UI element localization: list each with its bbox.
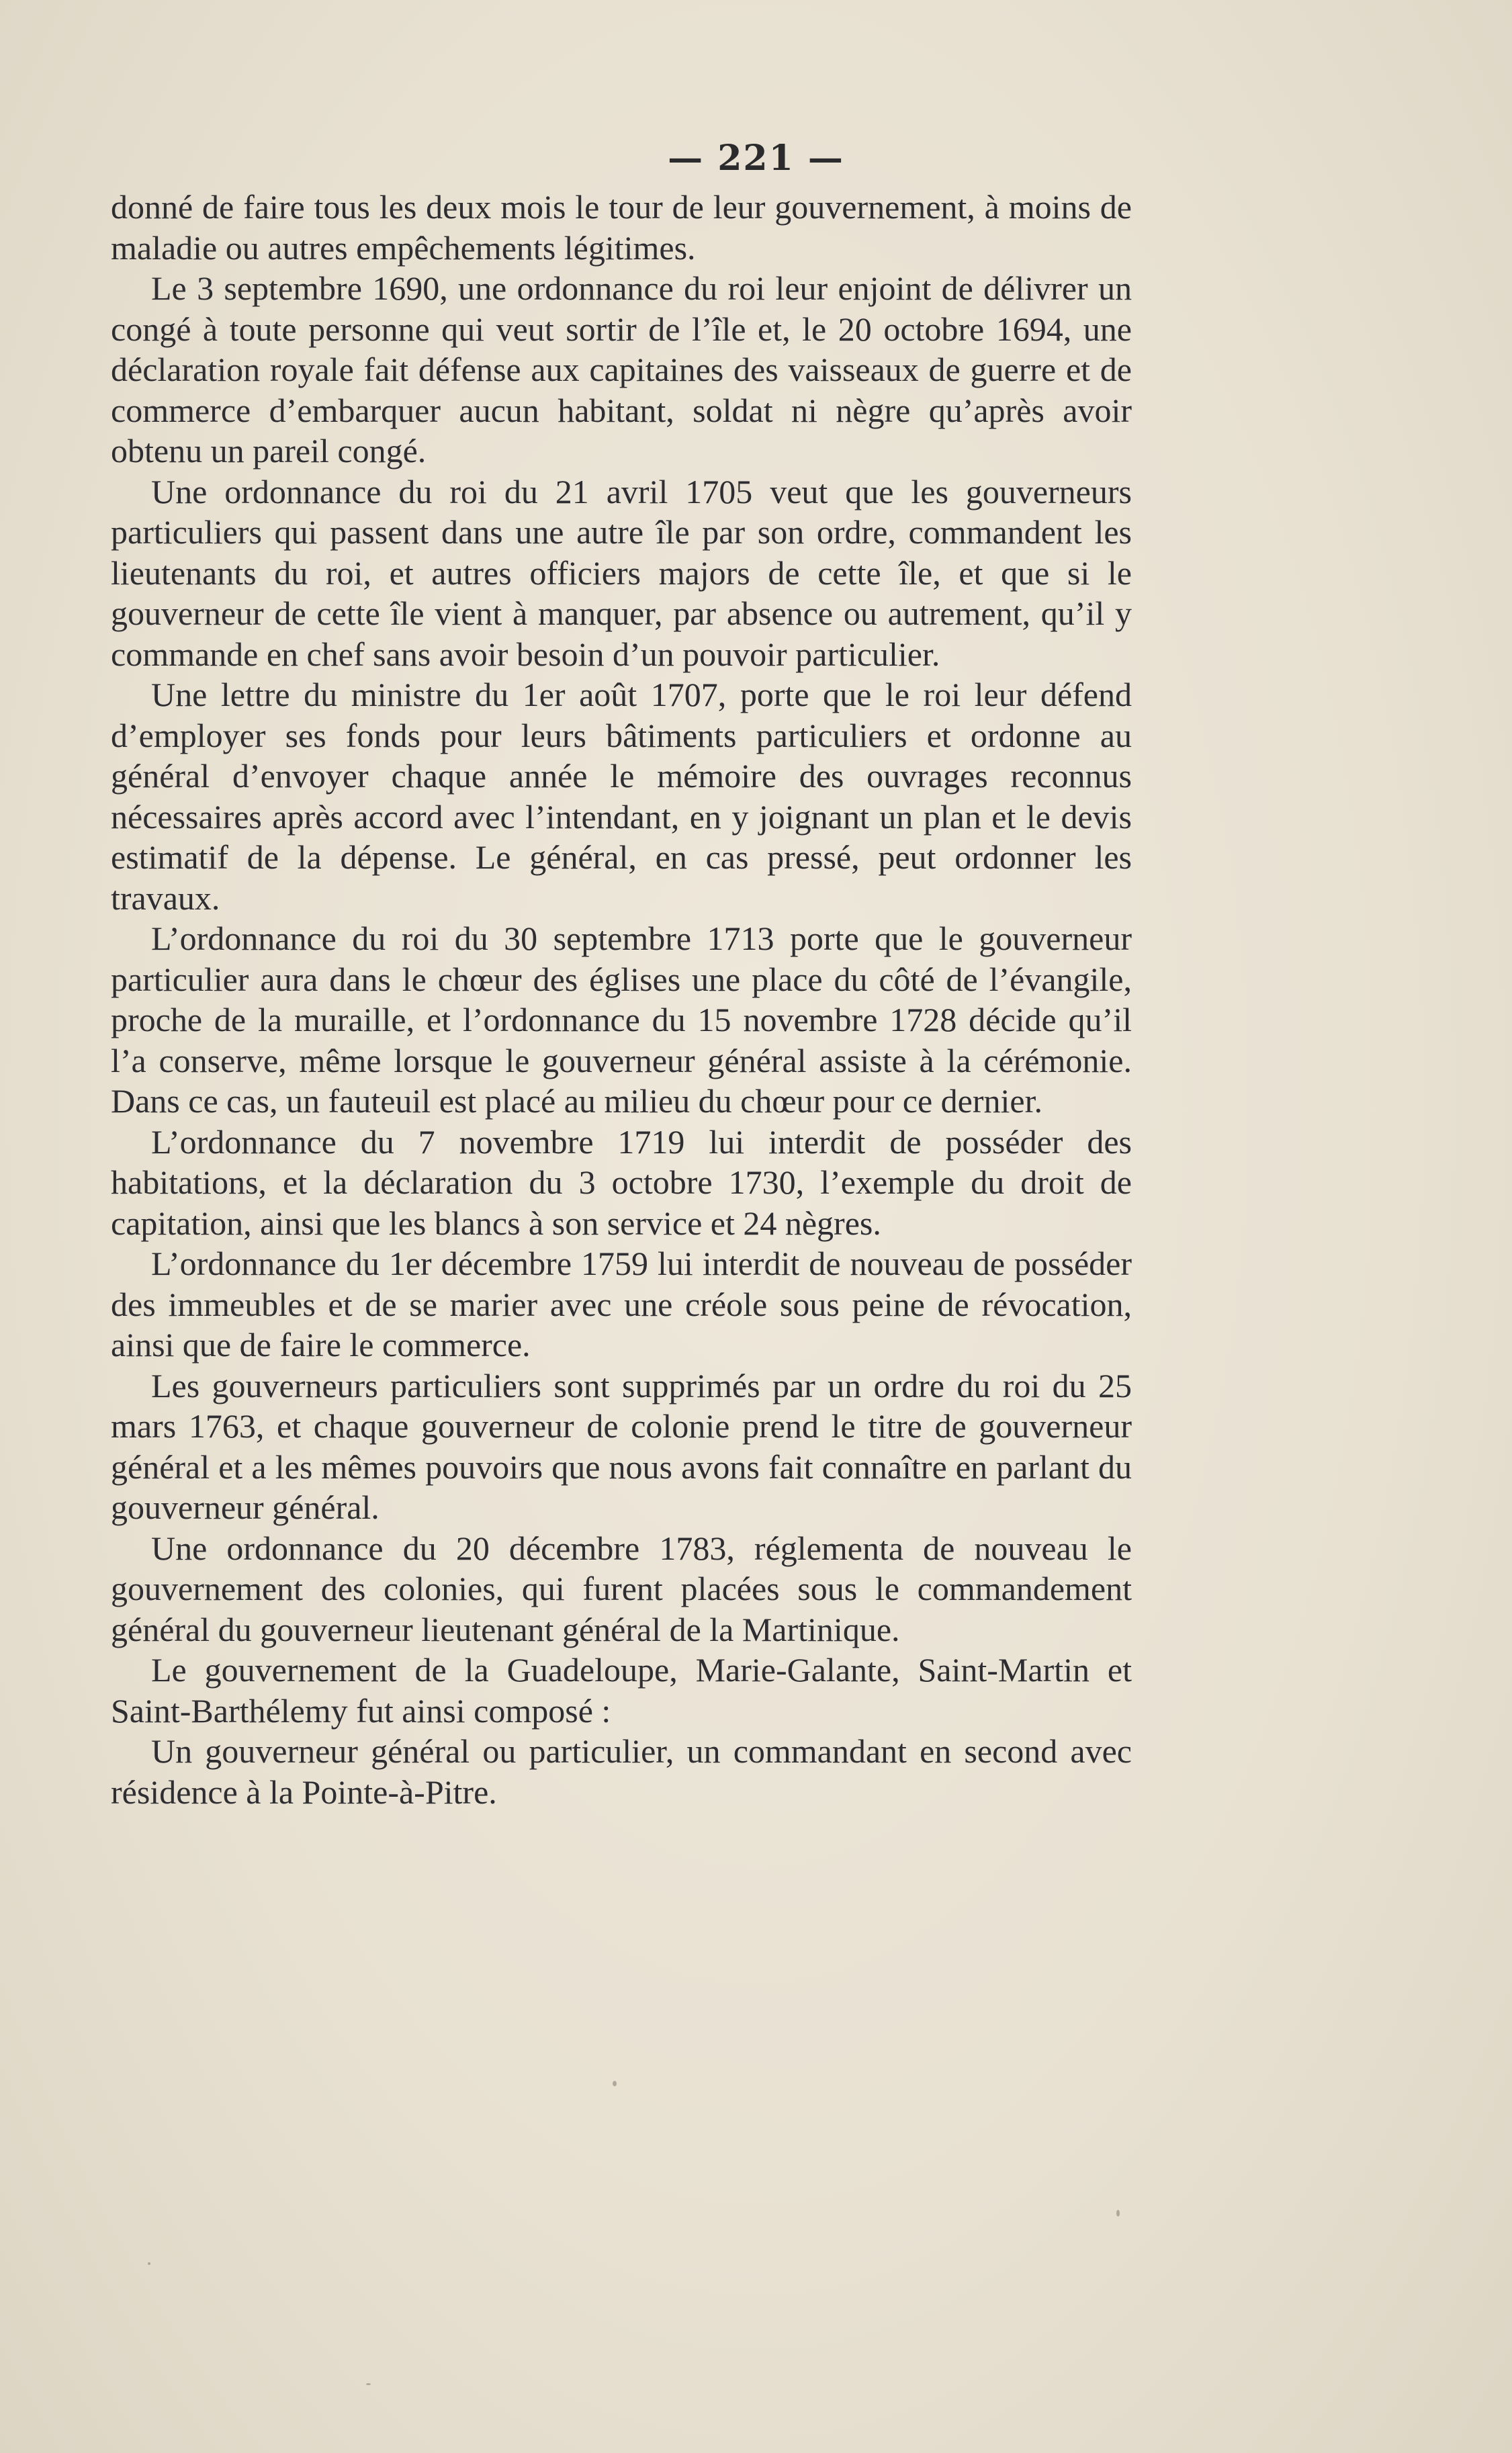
paragraph-1: donné de faire tous les deux mois le tour de leur gouvernement, à moins de maladie ou autres empêchements légitimes.: [111, 188, 1132, 267]
paragraph-6: L’ordonnance du 7 novembre 1719 lui interdit de posséder des habitations, et la déclaration du 3 octobre 1730, l’exemple du droit de capitation, ainsi que les blancs à son service et 24 nègres.: [111, 1122, 1132, 1242]
paragraph-11: Un gouverneur général ou particulier, un commandant en second avec résidence à la Pointe-à-Pitre.: [111, 1732, 1132, 1811]
paragraph-9: Une ordonnance du 20 décembre 1783, réglementa de nouveau le gouvernement des colonies, qui furent placées sous le commandement général du gouverneur lieutenant général de la Martinique.: [111, 1529, 1132, 1648]
paper-speck: [148, 2262, 150, 2265]
page-number: — 221 —: [668, 138, 844, 179]
paragraph-3: Une ordonnance du roi du 21 avril 1705 veut que les gouverneurs particuliers qui passent dans une autre île par son ordre, commandent les lieutenants du roi, et autres officiers majors de cette île, et que si le gouverneur de cette île vient à manquer, par absence ou autrement, qu’il y commande en chef sans avoir besoin d’un pouvoir particulier.: [111, 472, 1132, 673]
paper-speck: [1116, 2210, 1120, 2217]
paper-speck: [366, 2383, 371, 2385]
paragraph-7: L’ordonnance du 1er décembre 1759 lui interdit de nouveau de posséder des immeubles et de se marier avec une créole sous peine de révocation, ainsi que de faire le commerce.: [111, 1245, 1132, 1364]
body-text: [111, 187, 1132, 1812]
paragraph-2: Le 3 septembre 1690, une ordonnance du roi leur enjoint de délivrer un congé à toute personne qui veut sortir de l’île et, le 20 octobre 1694, une déclaration royale fait défense aux capitaines des vaisseaux de guerre et de commerce d’embarquer aucun habitant, soldat ni nègre qu’après avoir obtenu un pareil congé.: [111, 269, 1132, 470]
paragraph-4: Une lettre du ministre du 1er août 1707, porte que le roi leur défend d’employer ses fonds pour leurs bâtiments particuliers et ordonne au général d’envoyer chaque année le mémoire des ouvrages reconnus nécessaires après accord avec l’intendant, en y joignant un plan et le devis estimatif de la dépense. Le général, en cas pressé, peut ordonner les travaux.: [111, 676, 1132, 917]
paragraph-8: Les gouverneurs particuliers sont supprimés par un ordre du roi du 25 mars 1763, et chaque gouverneur de colonie prend le titre de gouverneur général et a les mêmes pouvoirs que nous avons fait connaître en parlant du gouverneur général.: [111, 1366, 1132, 1526]
paragraph-10: Le gouvernement de la Guadeloupe, Marie-Galante, Saint-Martin et Saint-Barthélemy fut ainsi composé :: [111, 1651, 1132, 1730]
paragraph-5: L’ordonnance du roi du 30 septembre 1713 porte que le gouverneur particulier aura dans le chœur des églises une place du côté de l’évangile, proche de la muraille, et l’ordonnance du 15 novembre 1728 décide qu’il l’a conserve, même lorsque le gouverneur général assiste à la cérémonie. Dans ce cas, un fauteuil est placé au milieu du chœur pour ce dernier.: [111, 920, 1132, 1120]
paper-speck: [613, 2081, 617, 2086]
